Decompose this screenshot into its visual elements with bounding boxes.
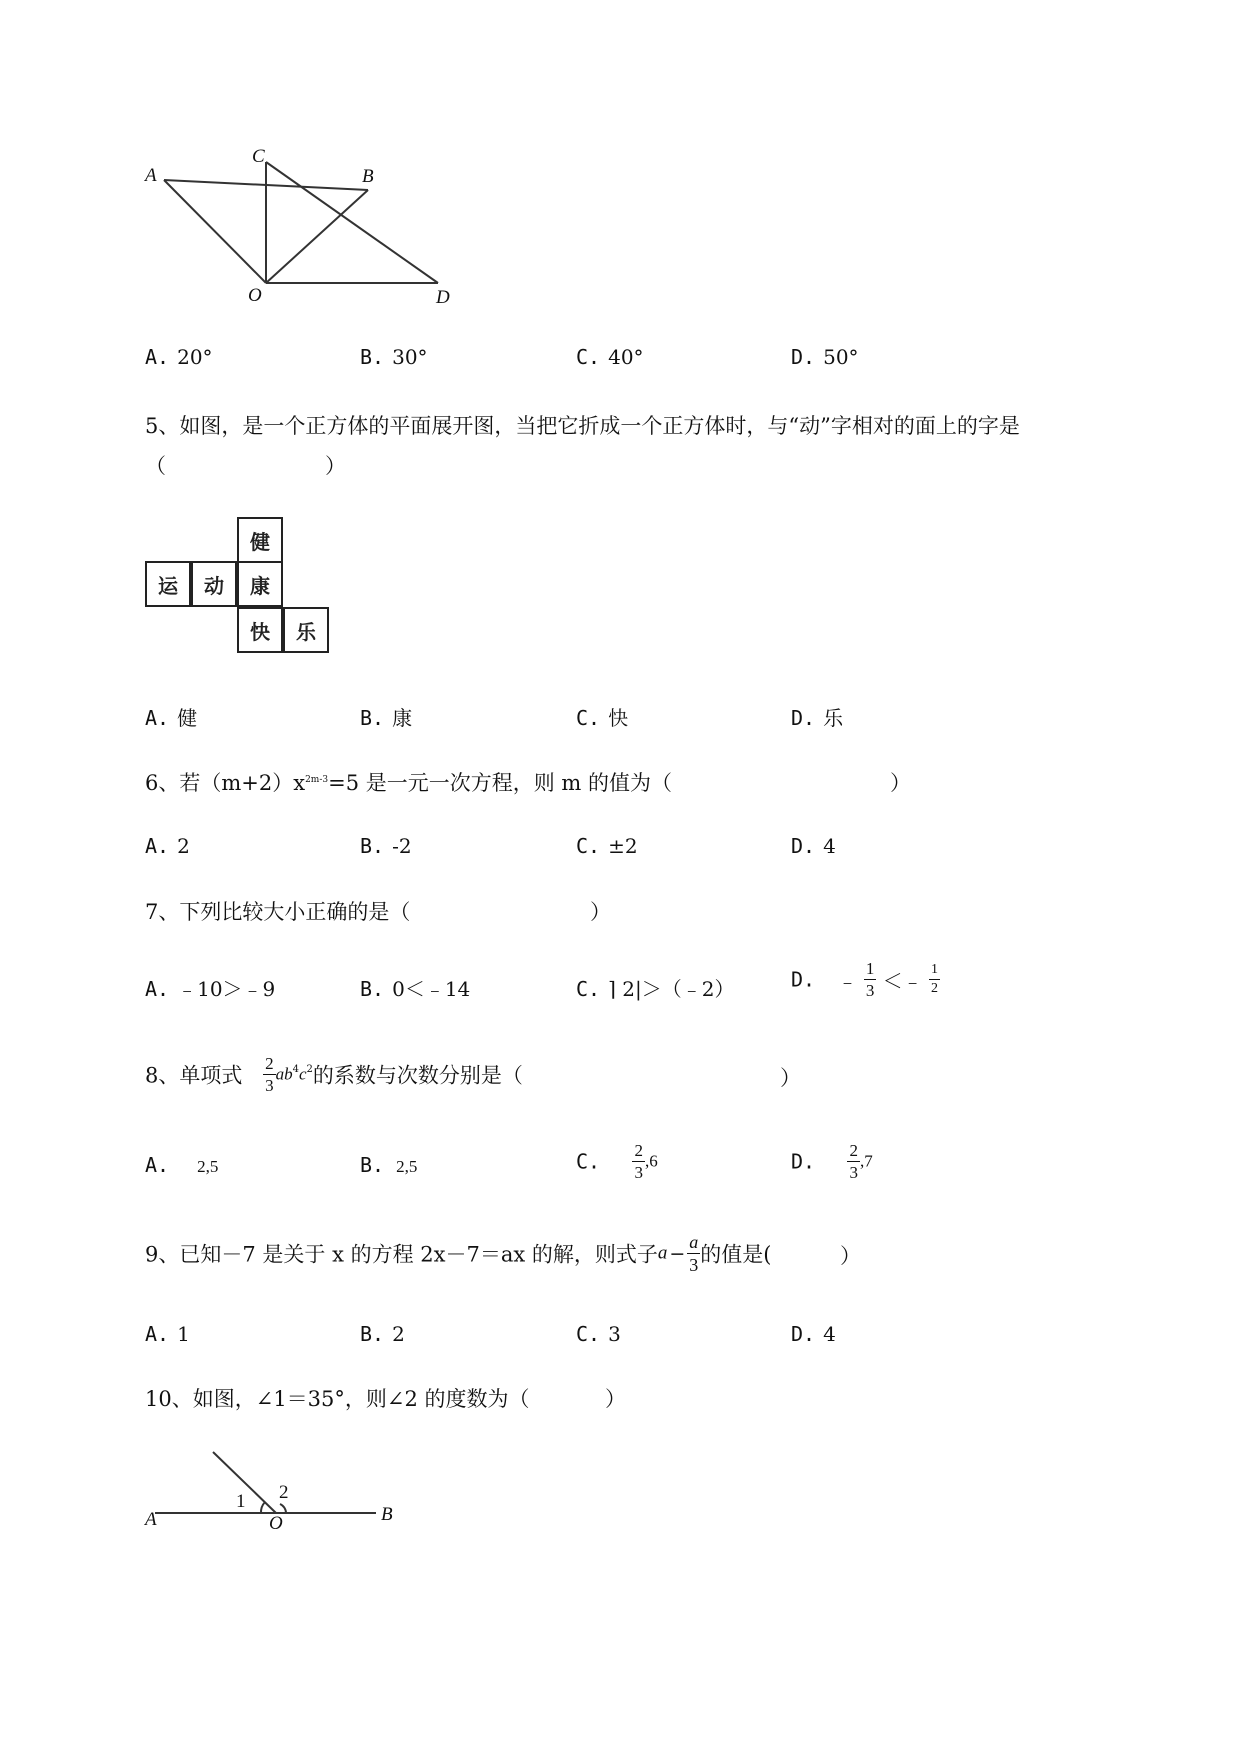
q8-option-d: D. $\frac{2}{3}$ ,7 [791, 1141, 873, 1182]
q8-frac: $\frac{2}{3}$ [265, 1054, 274, 1095]
q4-option-a: A. 20° [145, 345, 213, 369]
q5-option-c: C. 快 [576, 706, 629, 730]
net-cell-bottom1: 快 [237, 607, 283, 653]
fig10-label-a: A [145, 1509, 157, 1530]
q9-question: 9、已知－7 是关于 x 的方程 2x－7＝ax 的解，则式子a − $\frac{a}{3}$ 的值是( [145, 1232, 772, 1275]
q9-option-d: D. 4 [791, 1322, 836, 1346]
net-cell-top: 健 [237, 517, 283, 563]
q7-paren-close: ） [590, 900, 611, 924]
net-cell-bottom2: 乐 [283, 607, 329, 653]
q7-option-c: C. ⌉ 2|＞（﹣2） [576, 977, 735, 1001]
q10-paren-close: ） [605, 1387, 626, 1411]
q7-option-d: D. ﹣ $\frac{1}{3}$ ＜﹣ $\frac{1}{2}$ [791, 959, 939, 1000]
q7-question: 7、下列比较大小正确的是（ [145, 900, 411, 924]
q5-option-b: B. 康 [360, 706, 413, 730]
q8-option-a: A. 2,5 [145, 1153, 219, 1177]
q9-option-c: C. 3 [576, 1322, 621, 1346]
q8-question: 8、单项式 $\frac{2}{3}$ $ab^4c^2$的系数与次数分别是（ [145, 1054, 523, 1095]
q9-option-a: A. 1 [145, 1322, 190, 1346]
fig4-label-d: D [436, 287, 450, 308]
q5-question: 5、如图，是一个正方体的平面展开图，当把它折成一个正方体时，与“动”字相对的面上的字是 [145, 414, 1020, 438]
q8-option-c-frac: $\frac{2}{3}$ [634, 1141, 643, 1182]
fig4-label-c: C [252, 148, 265, 167]
net-cell-center: 康 [237, 561, 283, 607]
net-cell-left2: 动 [191, 561, 237, 607]
fig4-label-o: O [248, 285, 262, 306]
q5-option-d: D. 乐 [791, 706, 844, 730]
q10-figure [140, 1440, 420, 1530]
net-cell-left1: 运 [145, 561, 191, 607]
q5-paren-open: （ [145, 454, 166, 478]
q6-option-d: D. 4 [791, 834, 836, 858]
q4-option-b: B. 30° [360, 345, 428, 369]
q5-option-a: A. 健 [145, 706, 198, 730]
fig4-label-a: A [145, 165, 157, 186]
cube-net [145, 517, 335, 657]
q6-question: 6、若$(m+2)x^{2m-3}=5$ 是一元一次方程，则 m 的值为（ [145, 771, 673, 795]
q6-option-b: B. -2 [360, 834, 412, 858]
q8-option-c: C. $\frac{2}{3}$ ,6 [576, 1141, 658, 1182]
q4-option-d: D. 50° [791, 345, 859, 369]
q8-option-b: B. 2,5 [360, 1153, 418, 1177]
fig10-label-1: 1 [236, 1491, 246, 1512]
q8-paren-close: ） [780, 1066, 801, 1090]
q7-option-a: A. ﹣10＞﹣9 [145, 977, 276, 1001]
q9-paren-close: ） [840, 1244, 861, 1268]
q7-option-b: B. 0＜﹣14 [360, 977, 471, 1001]
q5-paren-close: ） [325, 454, 346, 478]
q7-frac-2: $\frac{1}{2}$ [931, 962, 939, 996]
q6-option-a: A. 2 [145, 834, 190, 858]
fig10-label-2: 2 [279, 1482, 289, 1503]
q8-option-d-frac: $\frac{2}{3}$ [849, 1141, 858, 1182]
q6-option-c: C. ±2 [576, 834, 638, 858]
fig10-label-b: B [381, 1504, 393, 1525]
q6-paren-close: ） [890, 771, 911, 795]
q7-frac-1: $\frac{1}{3}$ [865, 959, 875, 1000]
q4-figure [140, 148, 460, 308]
q9-option-b: B. 2 [360, 1322, 405, 1346]
q10-question: 10、如图，∠1＝35°，则∠2 的度数为（ [145, 1387, 530, 1411]
q9-frac: $\frac{a}{3}$ [689, 1232, 699, 1275]
q4-option-c: C. 40° [576, 345, 644, 369]
fig4-label-b: B [362, 166, 374, 187]
fig10-label-o: O [269, 1513, 283, 1530]
